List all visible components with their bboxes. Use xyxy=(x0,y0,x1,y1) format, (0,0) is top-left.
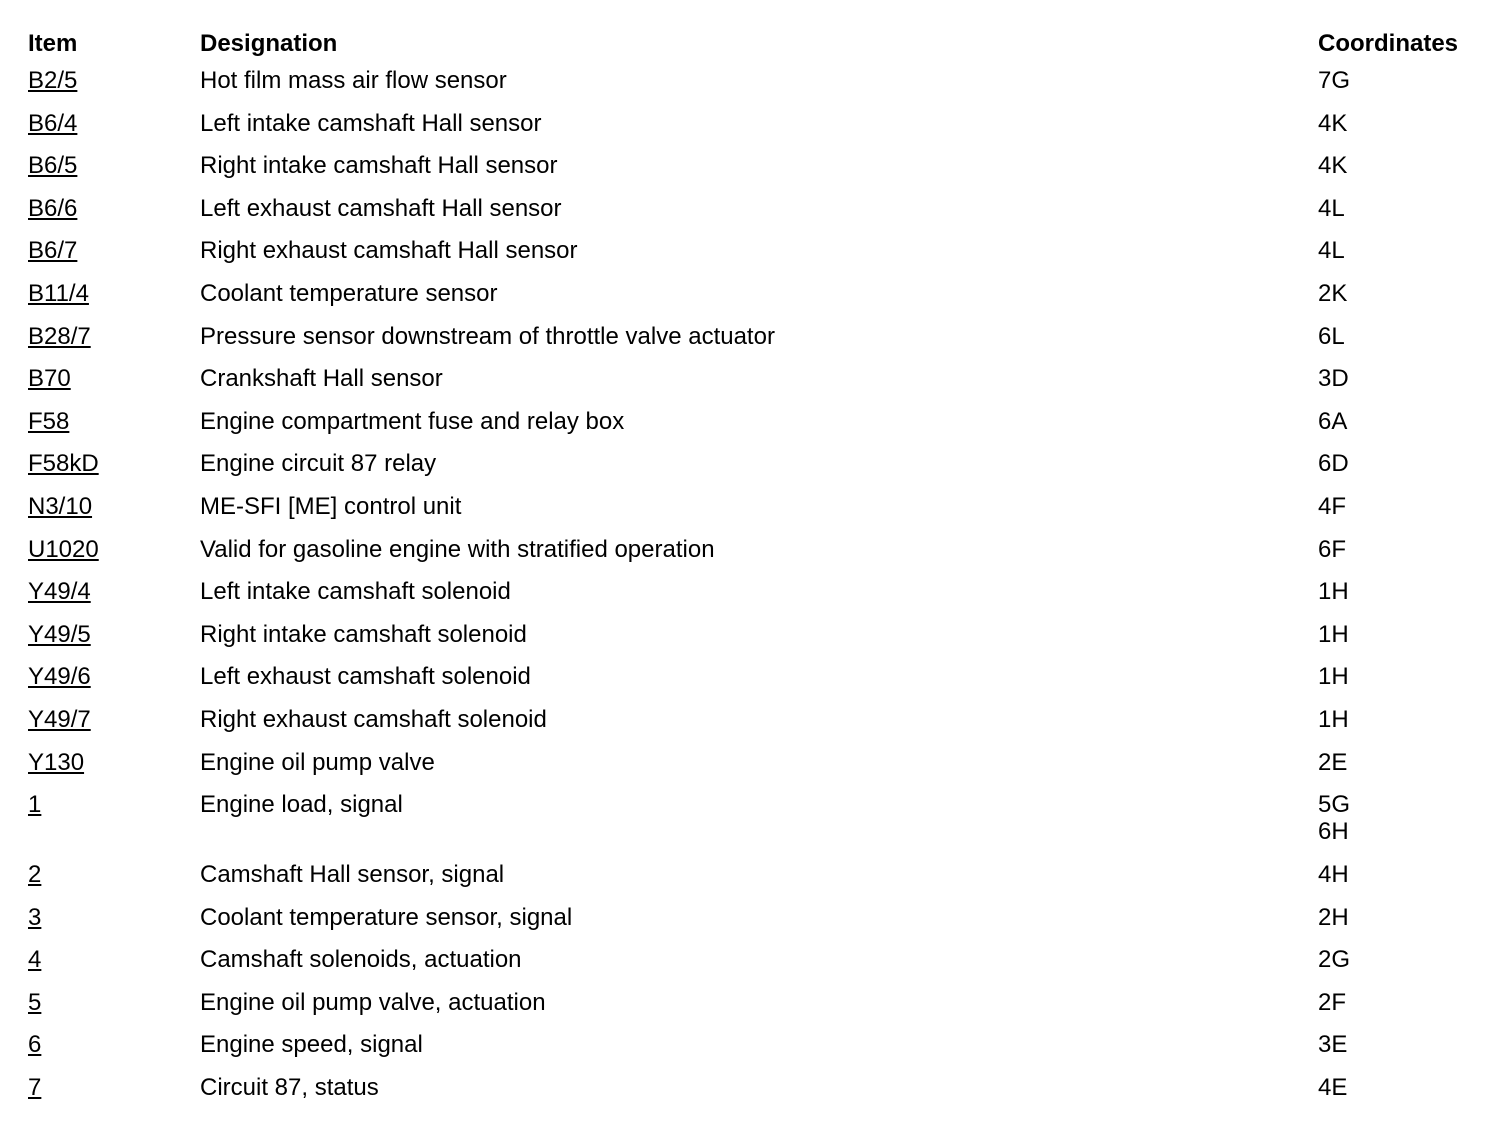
table-row xyxy=(28,578,1488,621)
coordinates-cell xyxy=(1318,621,1488,648)
item-cell xyxy=(28,904,200,931)
coordinate-value: 4K xyxy=(1318,109,1348,137)
coordinate-value: 6L xyxy=(1318,322,1345,350)
table-row xyxy=(28,536,1488,579)
item-link[interactable]: F58 xyxy=(28,407,70,435)
coordinates-cell xyxy=(1318,195,1488,222)
designation-cell: Valid for gasoline engine with stratified operation xyxy=(200,535,715,563)
item-link[interactable]: N3/10 xyxy=(28,492,93,520)
coordinates-cell xyxy=(1318,152,1488,179)
coordinates-cell xyxy=(1318,1074,1488,1101)
designation-cell: Pressure sensor downstream of throttle valve actuator xyxy=(200,322,775,350)
table-row xyxy=(28,237,1488,280)
item-link[interactable]: B6/6 xyxy=(28,194,78,222)
designation-cell: Right exhaust camshaft solenoid xyxy=(200,705,547,733)
coordinates-cell xyxy=(1318,1031,1488,1058)
designation-column-header: Designation xyxy=(200,30,338,57)
coordinates-cell xyxy=(1318,861,1488,888)
item-cell xyxy=(28,323,200,350)
coordinates-cell xyxy=(1318,536,1488,563)
table-row xyxy=(28,749,1488,792)
item-link[interactable]: B6/5 xyxy=(28,152,78,180)
designation-cell: Right intake camshaft solenoid xyxy=(200,620,527,648)
coordinate-value: 6A xyxy=(1318,407,1348,435)
item-cell xyxy=(28,365,200,392)
designation-cell: Camshaft solenoids, actuation xyxy=(200,946,522,974)
item-cell xyxy=(28,493,200,520)
item-link[interactable]: Y49/6 xyxy=(28,663,91,691)
coordinate-value: 2G xyxy=(1318,946,1351,974)
designation-cell: Left exhaust camshaft Hall sensor xyxy=(200,194,562,222)
coordinates-cell xyxy=(1318,110,1488,137)
coordinate-value: 5G xyxy=(1318,791,1351,819)
item-cell xyxy=(28,1031,200,1058)
coordinates-cell xyxy=(1318,578,1488,605)
item-cell xyxy=(28,195,200,222)
item-cell xyxy=(28,450,200,477)
item-link[interactable]: 4 xyxy=(28,946,42,974)
item-cell xyxy=(28,989,200,1016)
coordinates-cell xyxy=(1318,946,1488,973)
coordinate-value: 2E xyxy=(1318,748,1348,776)
coordinates-cell xyxy=(1318,323,1488,350)
item-cell xyxy=(28,110,200,137)
coordinate-value: 6D xyxy=(1318,450,1349,478)
table-row xyxy=(28,1031,1488,1074)
item-cell xyxy=(28,621,200,648)
item-link[interactable]: B6/7 xyxy=(28,237,78,265)
designation-cell: Engine circuit 87 relay xyxy=(200,450,437,478)
item-cell xyxy=(28,578,200,605)
designation-cell: Engine oil pump valve, actuation xyxy=(200,988,546,1016)
item-link[interactable]: Y49/7 xyxy=(28,705,91,733)
coordinates-cell xyxy=(1318,280,1488,307)
table-row xyxy=(28,408,1488,451)
designation-cell: Right intake camshaft Hall sensor xyxy=(200,152,558,180)
table-row xyxy=(28,1074,1488,1117)
table-row xyxy=(28,365,1488,408)
coordinates-cell xyxy=(1318,904,1488,931)
designation-cell: Coolant temperature sensor xyxy=(200,279,498,307)
designation-cell: Engine load, signal xyxy=(200,791,403,819)
designation-cell: Engine oil pump valve xyxy=(200,748,435,776)
item-cell xyxy=(28,280,200,307)
item-cell xyxy=(28,536,200,563)
designation-cell: Left exhaust camshaft solenoid xyxy=(200,663,531,691)
coordinate-value: 2H xyxy=(1318,903,1349,931)
designation-cell: Left intake camshaft solenoid xyxy=(200,578,511,606)
item-cell xyxy=(28,663,200,690)
coordinates-cell xyxy=(1318,663,1488,690)
coordinates-cell xyxy=(1318,749,1488,776)
coordinate-value: 1H xyxy=(1318,663,1349,691)
coordinate-value: 6H xyxy=(1318,818,1349,846)
designation-cell: Circuit 87, status xyxy=(200,1074,379,1102)
table-row xyxy=(28,706,1488,749)
table-row xyxy=(28,450,1488,493)
coordinates-cell xyxy=(1318,365,1488,392)
table-row xyxy=(28,989,1488,1032)
item-link[interactable]: F58kD xyxy=(28,450,99,478)
designation-cell: Left intake camshaft Hall sensor xyxy=(200,109,542,137)
designation-cell: Camshaft Hall sensor, signal xyxy=(200,861,505,889)
table-row xyxy=(28,110,1488,153)
item-column-header: Item xyxy=(28,30,78,57)
item-link[interactable]: B6/4 xyxy=(28,109,78,137)
table-row xyxy=(28,663,1488,706)
coordinates-cell xyxy=(1318,989,1488,1016)
coordinates-column-header: Coordinates xyxy=(1318,30,1459,57)
item-link[interactable]: B2/5 xyxy=(28,67,78,94)
item-cell xyxy=(28,67,200,94)
coordinates-cell xyxy=(1318,450,1488,477)
coordinates-cell xyxy=(1318,493,1488,520)
designation-cell: Hot film mass air flow sensor xyxy=(200,67,507,94)
coordinates-cell xyxy=(1318,408,1488,435)
table-row xyxy=(28,280,1488,323)
designation-cell: Crankshaft Hall sensor xyxy=(200,365,443,393)
coordinate-value: 6F xyxy=(1318,535,1347,563)
coordinate-value: 4H xyxy=(1318,861,1349,889)
legend-rows xyxy=(28,67,1488,1117)
coordinates-cell xyxy=(1318,706,1488,733)
item-link[interactable]: Y49/5 xyxy=(28,620,91,648)
coordinates-cell xyxy=(1318,67,1488,94)
item-cell xyxy=(28,408,200,435)
item-cell xyxy=(28,1074,200,1101)
legend-table xyxy=(28,26,1488,1117)
legend-header-row xyxy=(28,26,1488,67)
table-row xyxy=(28,67,1488,110)
item-link[interactable]: B28/7 xyxy=(28,322,91,350)
item-cell xyxy=(28,749,200,776)
coordinate-value: 4L xyxy=(1318,194,1345,222)
item-cell xyxy=(28,152,200,179)
table-row xyxy=(28,946,1488,989)
table-row xyxy=(28,195,1488,238)
item-link[interactable]: 1 xyxy=(28,791,42,819)
designation-cell: ME-SFI [ME] control unit xyxy=(200,492,462,520)
item-link[interactable]: Y49/4 xyxy=(28,578,91,606)
designation-cell: Right exhaust camshaft Hall sensor xyxy=(200,237,578,265)
table-row xyxy=(28,323,1488,366)
item-link[interactable]: 6 xyxy=(28,1031,42,1059)
table-row xyxy=(28,621,1488,664)
coordinate-value: 4F xyxy=(1318,492,1347,520)
coordinate-value: 1H xyxy=(1318,620,1349,648)
coordinate-value: 2K xyxy=(1318,279,1348,307)
coordinates-cell xyxy=(1318,791,1488,845)
table-row xyxy=(28,904,1488,947)
item-cell xyxy=(28,946,200,973)
item-link[interactable]: 2 xyxy=(28,861,42,889)
item-cell xyxy=(28,237,200,264)
coordinate-value: 1H xyxy=(1318,578,1349,606)
table-row xyxy=(28,791,1488,861)
item-link[interactable]: B70 xyxy=(28,365,71,393)
coordinate-value: 3D xyxy=(1318,365,1349,393)
designation-cell: Engine speed, signal xyxy=(200,1031,423,1059)
coordinate-value: 7G xyxy=(1318,67,1351,94)
item-link[interactable]: U1020 xyxy=(28,535,99,563)
designation-cell: Coolant temperature sensor, signal xyxy=(200,903,573,931)
coordinate-value: 1H xyxy=(1318,705,1349,733)
designation-cell: Engine compartment fuse and relay box xyxy=(200,407,625,435)
coordinate-value: 2F xyxy=(1318,988,1347,1016)
coordinate-value: 4L xyxy=(1318,237,1345,265)
coordinate-value: 3E xyxy=(1318,1031,1348,1059)
item-link[interactable]: B11/4 xyxy=(28,279,89,307)
coordinate-value: 4E xyxy=(1318,1074,1348,1102)
item-link[interactable]: Y130 xyxy=(28,748,85,776)
table-row xyxy=(28,493,1488,536)
coordinates-cell xyxy=(1318,237,1488,264)
item-link[interactable]: 3 xyxy=(28,903,42,931)
item-link[interactable]: 5 xyxy=(28,988,42,1016)
item-link[interactable]: 7 xyxy=(28,1074,42,1102)
item-cell xyxy=(28,791,200,818)
item-cell xyxy=(28,706,200,733)
table-row xyxy=(28,152,1488,195)
table-row xyxy=(28,861,1488,904)
item-cell xyxy=(28,861,200,888)
coordinate-value: 4K xyxy=(1318,152,1348,180)
